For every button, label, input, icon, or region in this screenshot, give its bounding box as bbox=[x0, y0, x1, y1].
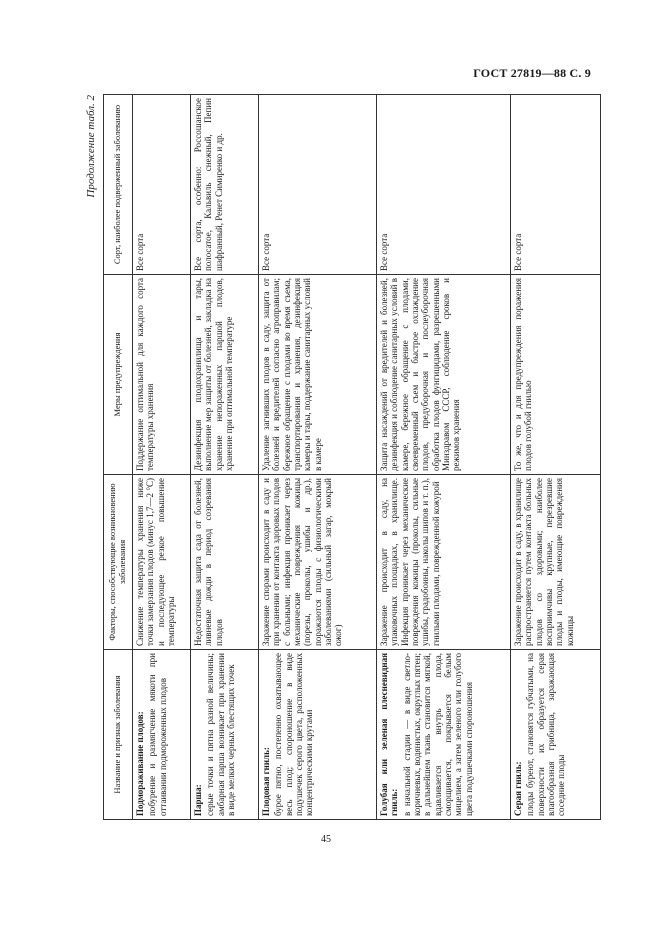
disease-cell bbox=[259, 650, 377, 820]
disease-cell bbox=[511, 650, 601, 820]
table-header-row bbox=[104, 95, 133, 820]
disease-description: бурое пятно, постепенно охватывающее весь плод; спороношение в виде подушечек серого цвета, расположенных концентрическими кругами bbox=[273, 653, 315, 816]
page-number: 45 bbox=[321, 834, 331, 845]
rotated-table-container bbox=[85, 95, 625, 820]
disease-description: в начальной стадии — в виде светло-коричневых, водянистых, округлых пятен; в дальнейшем ткань становится мягкой, вдавливается внутрь плода, сморщивается, покрывается белым мицелием, а затем зеленого или голубого цвета подушечками спороношения bbox=[401, 653, 474, 816]
varieties-cell: Все сорта bbox=[259, 95, 377, 275]
prevention-cell: Дезинфекция плодохранилища и тары, выполнение мер защиты от болезней, закладка на хранение непораженных паршой плодов, хранение при оптимальной температуре bbox=[191, 275, 259, 475]
table-row bbox=[191, 95, 259, 820]
disease-description: плоды буреют, становятся губчатыми, на поверхности их образуется серая влагообразная грибница, заражающая соседние плоды bbox=[525, 653, 567, 816]
disease-cell bbox=[191, 650, 259, 820]
table-row bbox=[133, 95, 191, 820]
prevention-cell: То же, что и для предупреждения поражения плодов голубой гнилью bbox=[511, 275, 601, 475]
column-header-name: Название и признак заболевания bbox=[104, 650, 133, 820]
disease-cell bbox=[377, 650, 511, 820]
disease-title: Голубая или зеленая плесневидная гниль: bbox=[379, 653, 400, 816]
factors-cell: Недостаточная защита сада от болезней, ливневые дожди в период созревания плодов bbox=[191, 475, 259, 650]
rotated-content bbox=[85, 95, 625, 820]
disease-title: Плодовая гниль: bbox=[261, 747, 271, 816]
varieties-cell: Все сорта bbox=[511, 95, 601, 275]
column-header-factors: Факторы, способствующие возникновению заболевания bbox=[104, 475, 133, 650]
disease-description: серые точки и пятна разной величины; амбарная парша возникает при хранении в виде мелких черных блестящих точек bbox=[205, 653, 237, 816]
table-continuation-label: Продолжение табл. 2 bbox=[85, 95, 97, 198]
disease-cell bbox=[133, 650, 191, 820]
column-header-prevention: Меры предупреждения bbox=[104, 275, 133, 475]
prevention-cell: Защита насаждений от вредителей и болезней, дезинфекция и соблюдение санитарных условий в камере, бережное обращение с плодами, своевременный съем и быстрое охлаждение плодов, предуборочная и послеуборочная обработка плодов фунгицидами, разрешенными Минздравом СССР, соблюдение сроков и режимов хранения bbox=[377, 275, 511, 475]
factors-cell: Заражение спорами происходит в саду и при хранении от контакта здоровых плодов с больными; инфекция проникает через механические повреждения кожицы (порезы, проколы, ушибы и др.), поражаются плоды с физиологическими заболеваниями (сильный загар, мокрый ожог) bbox=[259, 475, 377, 650]
table-row bbox=[259, 95, 377, 820]
document-header: ГОСТ 27819—88 С. 9 bbox=[473, 66, 591, 80]
disease-table bbox=[103, 94, 601, 820]
disease-title: Парша: bbox=[193, 784, 203, 816]
table-row bbox=[377, 95, 511, 820]
factors-cell: Заражение происходит в саду, в хранилище распространяется путем контакта больных плодов со здоровыми; наиболее восприимчивы крупные, перезревшие плоды и плоды, имеющие повреждения кожицы bbox=[511, 475, 601, 650]
varieties-cell: Все сорта bbox=[133, 95, 191, 275]
table-row bbox=[511, 95, 601, 820]
varieties-cell: Все сорта bbox=[377, 95, 511, 275]
varieties-cell: Все сорта, особенно: Россошанское полосатое, Кальвиль снежный, Пепин шафранный, Ренет Симиренко и др. bbox=[191, 95, 259, 275]
prevention-cell: Поддержание оптимальной для каждого сорта температуры хранения bbox=[133, 275, 191, 475]
column-header-varieties: Сорт, наиболее подверженный заболеванию bbox=[104, 95, 133, 275]
prevention-cell: Удаление загнивших плодов в саду, защита от болезней и вредителей согласно агроправилам; бережное обращение с плодами во время съема, транспортирования и хранения, дезинфекция камеры и тары, поддержание санитарных условий в камере bbox=[259, 275, 377, 475]
factors-cell: Снижение температуры хранения ниже точки замерзания плодов (минус 1,7—2 °С) и последующее резкое повышение температуры bbox=[133, 475, 191, 650]
disease-description: побурение и размягчение мякоти при оттаивании подмороженных плодов bbox=[147, 653, 168, 816]
factors-cell: Заражение происходит в саду, на упаковочных площадках, в хранилище. Инфекция проникает через механические повреждения кожицы (проколы, сильные ушибы, градобоины, наколы шипов и т. п.), гнилыми плодами, поврежденной кожурой bbox=[377, 475, 511, 650]
disease-title: Подмораживание плодов: bbox=[135, 711, 145, 816]
disease-title: Серая гниль: bbox=[513, 761, 523, 816]
